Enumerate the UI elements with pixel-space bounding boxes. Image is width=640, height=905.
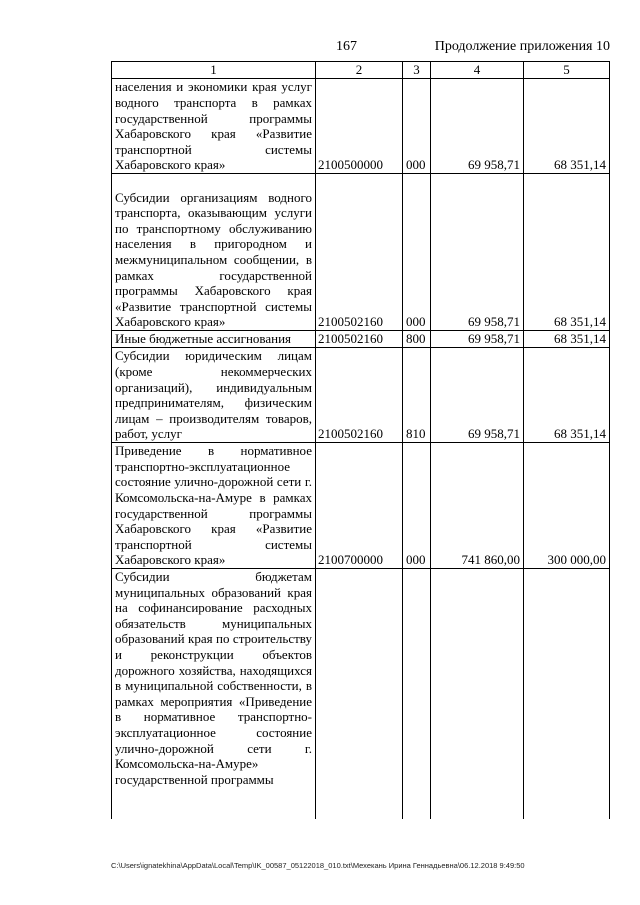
table-header-row: [112, 62, 610, 79]
row-name: Субсидии юридическим лицам (кроме некоммерческих организаций), индивидуальным предпринимателям, физическим лицам – производителям товаров, работ, услуг: [112, 348, 316, 443]
row-sum1: 69 958,71: [431, 348, 524, 443]
column-header: 5: [524, 62, 610, 79]
row-name: Иные бюджетные ассигнования: [112, 331, 316, 348]
column-header: 1: [112, 62, 316, 79]
column-header: 4: [431, 62, 524, 79]
row-code: 2100502160: [316, 348, 403, 443]
row-code: 2100700000: [316, 443, 403, 569]
row-kvr: [403, 569, 431, 820]
row-sum2: 68 351,14: [524, 348, 610, 443]
row-sum1: 741 860,00: [431, 443, 524, 569]
table-row: [112, 569, 610, 820]
row-name: Субсидии организациям водного транспорта, оказывающим услуги по транспортному обслуживанию населения в пригородном и межмуниципальном сообщении, в рамках государственной программы Хабаровского края «Развитие транспортной системы Хабаровского края»: [112, 174, 316, 331]
row-sum1: [431, 569, 524, 820]
row-name: Субсидии бюджетам муниципальных образований края на софинансирование расходных обязательств муниципальных образований края по строительству и реконструкции объектов дорожного хозяйства, находящихся в муниципальной собственности, в рамках мероприятия «Приведение в нормативное транспортно-эксплуатационное состояние улично-дорожной сети г. Комсомольска-на-Амуре» государственной программы: [112, 569, 316, 820]
row-name: Приведение в нормативное транспортно-эксплуатационное состояние улично-дорожной сети г. Комсомольска-на-Амуре в рамках государственной программы Хабаровского края «Развитие транспортной системы Хабаровского края»: [112, 443, 316, 569]
row-sum1: 69 958,71: [431, 79, 524, 174]
table-row: [112, 79, 610, 174]
row-sum2: 68 351,14: [524, 331, 610, 348]
continuation-note: Продолжение приложения 10: [434, 39, 610, 54]
row-kvr: 800: [403, 331, 431, 348]
row-sum2: 68 351,14: [524, 79, 610, 174]
row-sum2: 300 000,00: [524, 443, 610, 569]
row-sum1: 69 958,71: [431, 174, 524, 331]
row-code: 2100500000: [316, 79, 403, 174]
row-sum2: [524, 569, 610, 820]
column-header: 3: [403, 62, 431, 79]
table-row: [112, 174, 610, 331]
budget-table: [111, 61, 610, 819]
row-name: населения и экономики края услуг водного транспорта в рамках государственной программы Хабаровского края «Развитие транспортной системы Хабаровского края»: [112, 79, 316, 174]
row-kvr: 000: [403, 443, 431, 569]
table-row: [112, 331, 610, 348]
row-kvr: 000: [403, 79, 431, 174]
table-row: [112, 443, 610, 569]
row-kvr: 810: [403, 348, 431, 443]
table-row: [112, 348, 610, 443]
row-sum2: 68 351,14: [524, 174, 610, 331]
row-code: 2100502160: [316, 331, 403, 348]
file-path-footer: C:\Users\ignatekhina\AppData\Local\Temp\IK_00587_05122018_010.txt\Мехекань Ирина Геннадьевна\06.12.2018 9:49:50: [111, 861, 525, 870]
row-sum1: 69 958,71: [431, 331, 524, 348]
column-header: 2: [316, 62, 403, 79]
page-number: 167: [336, 39, 357, 54]
row-code: [316, 569, 403, 820]
row-code: 2100502160: [316, 174, 403, 331]
row-kvr: 000: [403, 174, 431, 331]
